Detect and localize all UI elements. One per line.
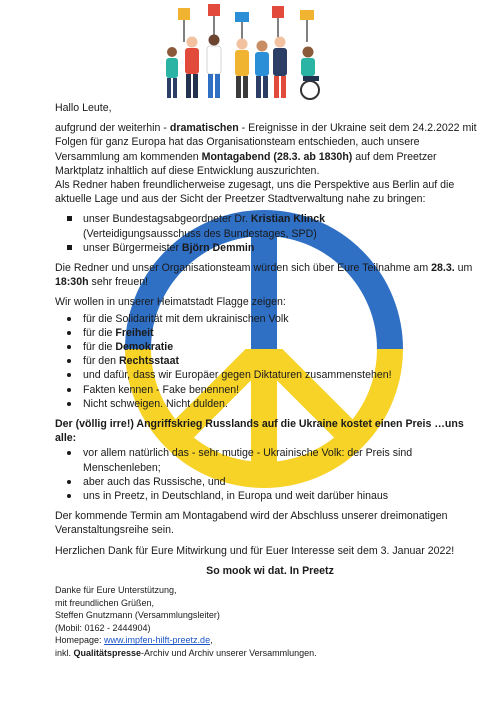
war-heading: Der (völlig irre!) Angriffskrieg Russlands auf die Ukraine kostet einen Preis …uns alle: — [55, 418, 464, 445]
motto: So mook wi dat. In Preetz — [206, 564, 334, 577]
thanks-paragraph: Herzlichen Dank für Eure Mitwirkung und für Euer Interesse seit dem 3. Januar 2022! — [55, 544, 455, 557]
war-item: vor allem natürlich das - sehr mutige - Ukrainische Volk: der Preis sind Menschenleben; — [55, 446, 485, 474]
flag-item: für die Solidarität mit dem ukrainischen Volk — [55, 312, 485, 326]
flag-item: Nicht schweigen. Nicht dulden. — [55, 397, 485, 411]
homepage-line: Homepage: www.impfen-hilft-preetz.de, — [55, 635, 213, 646]
flag-item: für die Demokratie — [55, 340, 485, 354]
flag-item: Fakten kennen - Fake benennen! — [55, 383, 485, 397]
flag-item: für die Freiheit — [55, 326, 485, 340]
flag-list — [55, 312, 485, 411]
greeting: Hallo Leute, — [55, 102, 112, 114]
speaker-item: unser Bundestagsabgeordneter Dr. Kristian Klinck (Verteidigungsausschuss des Bundestages, SPD) — [55, 212, 485, 240]
closing-paragraph: Der kommende Termin am Montagabend wird der Abschluss unserer dreimonatigen Veranstaltungsreihe sein. — [55, 510, 448, 537]
protest-banner-illustration — [150, 2, 350, 102]
flag-item: und dafür, dass wir Europäer gegen Diktaturen zusammenstehen! — [55, 368, 485, 382]
speaker-list — [55, 212, 485, 255]
speaker-item: unser Bürgermeister Björn Demmin — [55, 241, 485, 255]
intro-paragraph: aufgrund der weiterhin - dramatischen - Ereignisse in der Ukraine seit dem 24.2.2022 mit Folgen für ganz Europa hat das Organisationsteam entschieden, auch unsere Versammlung am kommenden Montagabend (28.3. ab 1830h) auf dem Preetzer Marktplatz inhaltlich auf diese Entwicklung auszurichten. Als Redner haben freundlicherweise zugesagt, uns die Perspektive aus Berlin auf die aktuelle Lage und aus der Sicht der Preetzer Stadtverwaltung nahe zu bringen: — [55, 122, 477, 206]
footer-line: mit freundlichen Grüßen, — [55, 597, 155, 608]
signature-block — [55, 584, 485, 660]
footer-line: Danke für Eure Unterstützung, — [55, 585, 177, 596]
war-item: aber auch das Russische, und — [55, 475, 485, 489]
war-list — [55, 446, 485, 503]
participation-paragraph: Die Redner und unser Organisationsteam würden sich über Eure Teilnahme am 28.3. um 18:30h sehr freuen! — [55, 262, 473, 289]
footer-line: (Mobil: 0162 - 2444904) — [55, 622, 151, 633]
letter-content — [55, 101, 485, 660]
flag-intro: Wir wollen in unserer Heimatstadt Flagge zeigen: — [55, 296, 286, 309]
speakers-intro: Als Redner haben freundlicherweise zugesagt, uns die Perspektive aus Berlin auf die aktuelle Lage und aus der Sicht der Preetzer Stadtverwaltung nahe zu bringen: — [55, 179, 455, 206]
archive-line: inkl. Qualitätspresse-Archiv und Archiv unserer Versammlungen. — [55, 648, 317, 659]
footer-line: Steffen Gnutzmann (Versammlungsleiter) — [55, 610, 220, 621]
flag-item: für den Rechtsstaat — [55, 354, 485, 368]
homepage-link[interactable]: www.impfen-hilft-preetz.de — [104, 635, 211, 646]
war-item: uns in Preetz, in Deutschland, in Europa und weit darüber hinaus — [55, 489, 485, 503]
